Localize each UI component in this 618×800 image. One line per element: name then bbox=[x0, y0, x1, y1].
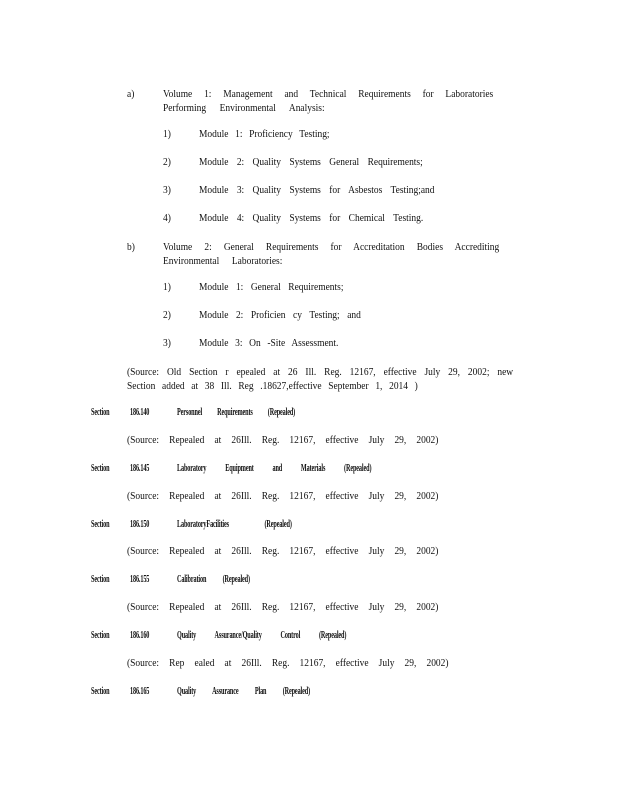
section-source: (Source: Rep ealed at 26Ill. Reg. 12167, effective July 29, 2002) bbox=[127, 657, 449, 669]
source-note-line-2: Section added at 38 Ill. Reg .18627,effective September 1, 2014 ) bbox=[127, 380, 418, 392]
section-number: 186.165 bbox=[130, 686, 150, 697]
section-label: Section bbox=[91, 407, 110, 418]
item-b-label: b) bbox=[127, 241, 135, 253]
section-label: Section bbox=[91, 463, 110, 474]
item-b-module-2-text: Module 2: Proficien cy Testing; and bbox=[199, 309, 361, 321]
section-title: Quality Assurance Plan (Repealed) bbox=[177, 686, 311, 697]
source-note-line-1: (Source: Old Section r epealed at 26 Ill. Reg. 12167, effective July 29, 2002; new bbox=[127, 366, 514, 378]
item-a-module-2-num: 2) bbox=[163, 156, 171, 168]
section-title: Personnel Requirements (Repealed) bbox=[177, 407, 296, 418]
section-source: (Source: Repealed at 26Ill. Reg. 12167, effective July 29, 2002) bbox=[127, 545, 439, 557]
item-a-module-3-text: Module 3: Quality Systems for Asbestos Testing;and bbox=[199, 184, 435, 196]
item-a-module-2-text: Module 2: Quality Systems General Requirements; bbox=[199, 156, 423, 168]
item-a-label: a) bbox=[127, 88, 135, 100]
section-label: Section bbox=[91, 686, 110, 697]
item-b-module-1-num: 1) bbox=[163, 281, 171, 293]
section-number: 186.140 bbox=[130, 407, 150, 418]
section-source: (Source: Repealed at 26Ill. Reg. 12167, effective July 29, 2002) bbox=[127, 601, 439, 613]
item-a-module-4-num: 4) bbox=[163, 212, 171, 224]
section-title: Laboratory Equipment and Materials (Repealed) bbox=[177, 463, 372, 474]
item-b-module-2-num: 2) bbox=[163, 309, 171, 321]
item-b-line-1: Volume 2: General Requirements for Accreditation Bodies Accrediting bbox=[163, 241, 500, 253]
section-title: Quality Assurance/Quality Control (Repealed) bbox=[177, 630, 347, 641]
item-a-module-1-num: 1) bbox=[163, 128, 171, 140]
section-number: 186.160 bbox=[130, 630, 150, 641]
item-b-line-2: Environmental Laboratories: bbox=[163, 255, 283, 267]
section-source: (Source: Repealed at 26Ill. Reg. 12167, effective July 29, 2002) bbox=[127, 490, 439, 502]
section-source: (Source: Repealed at 26Ill. Reg. 12167, effective July 29, 2002) bbox=[127, 434, 439, 446]
section-number: 186.145 bbox=[130, 463, 150, 474]
section-number: 186.150 bbox=[130, 519, 150, 530]
item-a-line-1: Volume 1: Management and Technical Requirements for Laboratories bbox=[163, 88, 494, 100]
section-label: Section bbox=[91, 574, 110, 585]
section-title: Calibration (Repealed) bbox=[177, 574, 250, 585]
item-a-module-4-text: Module 4: Quality Systems for Chemical Testing. bbox=[199, 212, 424, 224]
item-b-module-1-text: Module 1: General Requirements; bbox=[199, 281, 344, 293]
item-b-module-3-text: Module 3: On -Site Assessment. bbox=[199, 337, 339, 349]
section-label: Section bbox=[91, 519, 110, 530]
item-a-line-2: Performing Environmental Analysis: bbox=[163, 102, 325, 114]
section-label: Section bbox=[91, 630, 110, 641]
item-b-module-3-num: 3) bbox=[163, 337, 171, 349]
item-a-module-1-text: Module 1: Proficiency Testing; bbox=[199, 128, 330, 140]
section-number: 186.155 bbox=[130, 574, 150, 585]
section-title: LaboratoryFacilities (Repealed) bbox=[177, 519, 292, 530]
item-a-module-3-num: 3) bbox=[163, 184, 171, 196]
